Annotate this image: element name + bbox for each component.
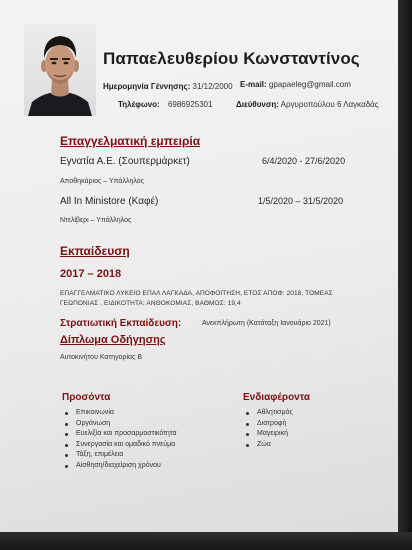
- email-value[interactable]: gpapaeleg@gmail.com: [268, 80, 351, 89]
- list-item: Ευελιξία και προσαρμοστικότητα: [62, 429, 177, 440]
- phone-label: Τηλέφωνο:: [118, 100, 160, 109]
- job-employer: Εγνατία Α.Ε. (Σουπερμάρκετ): [60, 156, 190, 167]
- list-item: Οργάνωση: [62, 419, 177, 430]
- military-label: Στρατιωτική Εκπαίδευση:: [60, 318, 182, 329]
- list-item: Επικοινωνία: [62, 408, 177, 419]
- phone: [118, 100, 212, 109]
- interests-list: [243, 408, 293, 450]
- interests-heading: Ενδιαφέροντα: [243, 392, 311, 403]
- address-value: Αργυροπούλου 6 Λαγκαδάς: [280, 100, 379, 109]
- job-dates: 6/4/2020 - 27/6/2020: [262, 156, 346, 166]
- military-value: Ανεκπλήρωτη (Κατάταξη Ιανουάριο 2021): [202, 320, 331, 327]
- address-label: Διεύθυνση:: [236, 100, 279, 109]
- education-years: 2017 – 2018: [60, 268, 122, 280]
- address: [236, 100, 379, 109]
- list-item: Αίσθηση/διαχείριση χρόνου: [62, 461, 177, 472]
- candidate-name: Παπαελευθερίου Κωνσταντίνος: [103, 49, 360, 68]
- profile-photo: [24, 24, 96, 116]
- job-role: Αποθηκάριος – Υπάλληλος: [60, 178, 144, 185]
- job-employer: All In Ministore (Καφέ): [60, 196, 159, 207]
- list-item: Συνεργασία και ομαδικό πνεύμα: [62, 440, 177, 451]
- skills-heading: Προσόντα: [62, 392, 111, 403]
- list-item: Τάξη, επιμέλεια: [62, 450, 177, 461]
- job-role: Ντελίβερι – Υπάλληλος: [60, 217, 132, 224]
- list-item: Μαγειρική: [243, 429, 293, 440]
- experience-heading: Επαγγελματική εμπειρία: [60, 134, 201, 148]
- phone-value: 6986925301: [167, 100, 213, 109]
- education-line-2: ΓΕΩΠΟΝΙΑΣ , ΕΙΔΙΚΟΤΗΤΑ: ΑΝΘΟΚΟΜΙΑΣ, ΒΑΘΜΟΣ: 19,4: [60, 300, 241, 307]
- table-surface-bottom: [0, 532, 412, 550]
- email-label: E-mail:: [240, 80, 267, 89]
- person-portrait-icon: [24, 24, 96, 116]
- email: [240, 80, 351, 89]
- job-dates: 1/5/2020 – 31/5/2020: [258, 196, 344, 206]
- table-surface-right: [398, 0, 412, 550]
- skills-list: [62, 408, 177, 471]
- birth-date: [103, 82, 233, 91]
- education-line-1: ΕΠΑΓΓΕΛΜΑΤΙΚΟ ΛΥΚΕΙΟ ΕΠΑΛ ΛΑΓΚΑΔΑ, ΑΠΟΦΟΙΤΗΣΗ, ΕΤΟΣ ΑΠΟΦ: 2018, ΤΟΜΕΑΣ: [60, 290, 333, 297]
- list-item: Αθλητισμός: [243, 408, 293, 419]
- list-item: Ζώα: [243, 440, 293, 451]
- birth-date-label: Ημερομηνία Γέννησης:: [103, 82, 191, 91]
- list-item: Διατροφή: [243, 419, 293, 430]
- birth-date-value: 31/12/2000: [192, 82, 233, 91]
- license-heading: Δίπλωμα Οδήγησης: [60, 334, 166, 346]
- license-value: Αυτοκινήτου Κατηγορίας Β: [60, 354, 143, 361]
- education-heading: Εκπαίδευση: [60, 244, 130, 258]
